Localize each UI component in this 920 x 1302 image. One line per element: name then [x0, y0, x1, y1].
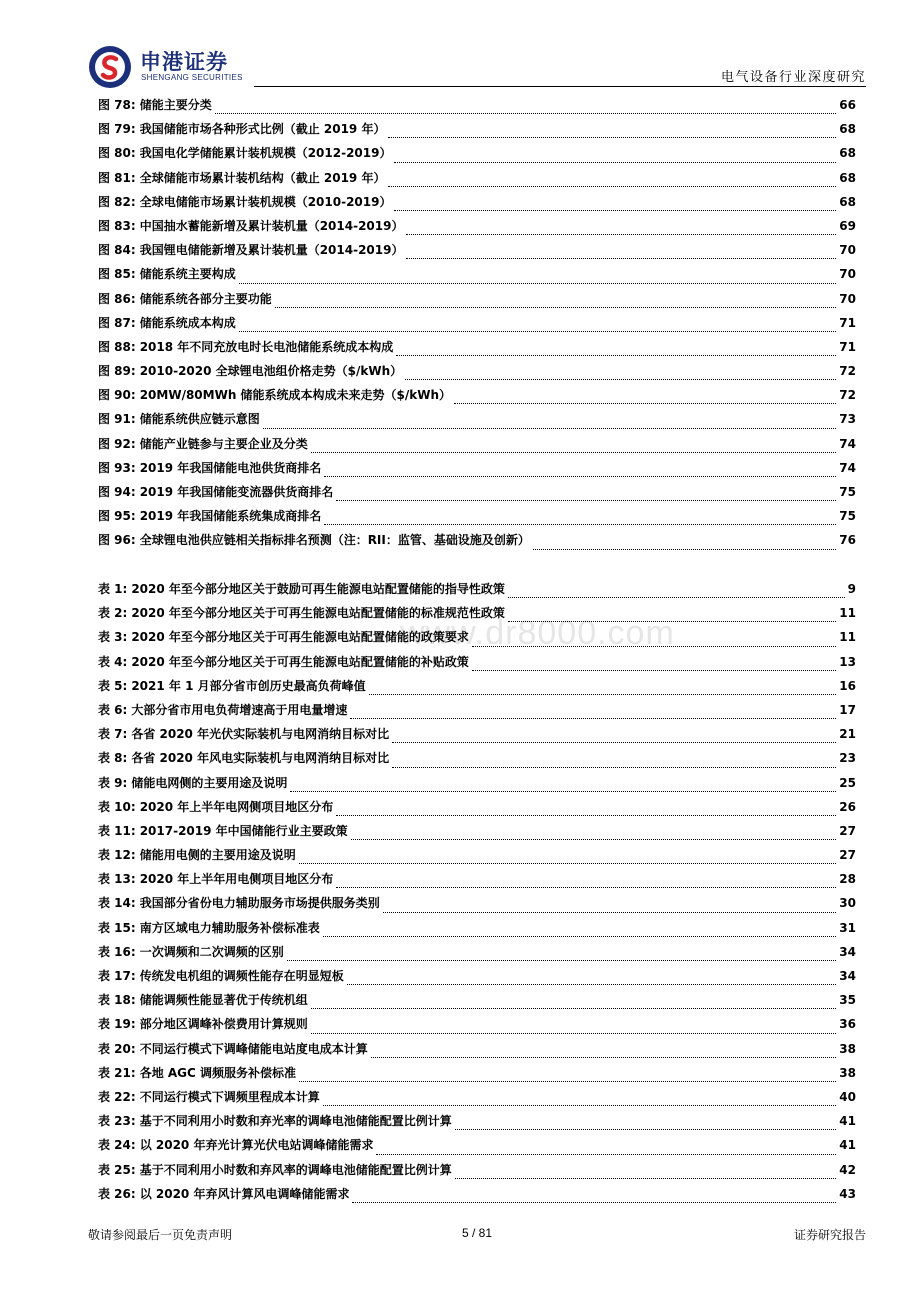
- entry-page-number: 75: [839, 485, 856, 499]
- entry-label: 图 95:: [98, 509, 136, 524]
- entry-title: 全球储能市场累计装机结构（截止 2019 年）: [139, 170, 386, 185]
- entry-title: 大部分省市用电负荷增速高于用电量增速: [131, 702, 348, 717]
- figure-entry[interactable]: [98, 507, 856, 531]
- entry-label: 表 5:: [98, 678, 128, 693]
- entry-page-number: 75: [839, 509, 856, 524]
- entry-label: 图 78:: [98, 98, 136, 112]
- table-entry[interactable]: [98, 894, 856, 918]
- table-entry[interactable]: [98, 1136, 856, 1160]
- entry-page-number: 70: [839, 243, 856, 258]
- entry-label: 图 90:: [98, 388, 136, 403]
- entry-page-number: 38: [839, 1065, 856, 1080]
- entry-label: 图 84:: [98, 243, 136, 258]
- figure-entry[interactable]: [98, 193, 856, 217]
- dot-leader: [392, 725, 836, 749]
- figure-entry[interactable]: [98, 362, 856, 386]
- report-category-title: 电气设备行业深度研究: [720, 70, 866, 85]
- entry-label: 表 15:: [98, 920, 136, 935]
- dot-leader: [323, 919, 837, 943]
- entry-title: 不同运行模式下调峰储能电站度电成本计算: [139, 1041, 368, 1056]
- entry-page-number: 11: [839, 630, 856, 645]
- table-entry[interactable]: [98, 653, 856, 677]
- entry-label: 表 3:: [98, 630, 128, 645]
- entry-label: 表 26:: [98, 1186, 136, 1201]
- figure-entry[interactable]: [98, 241, 856, 265]
- entry-page-number: 68: [839, 170, 856, 185]
- table-entry[interactable]: [98, 1161, 856, 1185]
- brand-name-cn: 申港证券: [140, 50, 228, 74]
- entry-label: 图 85:: [98, 267, 136, 282]
- entry-page-number: 34: [839, 969, 856, 983]
- dot-leader: [336, 483, 836, 507]
- dot-leader: [352, 1185, 836, 1209]
- entry-page-number: 35: [839, 993, 856, 1008]
- dot-leader: [299, 1064, 836, 1088]
- entry-page-number: 27: [839, 848, 856, 863]
- entry-label: 图 82:: [98, 194, 136, 209]
- entry-label: 表 11:: [98, 823, 136, 838]
- dot-leader: [324, 459, 836, 483]
- entry-title: 以 2020 年弃光计算光伏电站调峰储能需求: [139, 1138, 374, 1153]
- dot-leader: [311, 1015, 837, 1039]
- entry-title: 中国抽水蓄能新增及累计装机量（2014-2019）: [139, 218, 404, 233]
- entry-label: 表 22:: [98, 1089, 136, 1104]
- entry-title: 2020 年至今部分地区关于鼓励可再生能源电站配置储能的指导性政策: [131, 582, 505, 596]
- entry-title: 储能用电侧的主要用途及说明: [139, 848, 296, 863]
- entry-label: 表 21:: [98, 1065, 136, 1080]
- entry-title: 2019 年我国储能变流器供货商排名: [139, 485, 334, 499]
- entry-page-number: 68: [839, 194, 856, 209]
- dot-leader: [299, 846, 837, 870]
- dot-leader: [388, 169, 836, 193]
- entry-page-number: 11: [839, 606, 856, 621]
- entry-title: 部分地区调峰补偿费用计算规则: [139, 1017, 308, 1032]
- dot-leader: [347, 967, 837, 991]
- table-entry[interactable]: [98, 1088, 856, 1112]
- table-entry[interactable]: [98, 1064, 856, 1088]
- dot-leader: [383, 894, 837, 918]
- dot-leader: [388, 120, 836, 144]
- entry-label: 图 89:: [98, 364, 136, 379]
- entry-page-number: 27: [839, 823, 856, 838]
- dot-leader: [350, 701, 836, 725]
- entry-page-number: 68: [839, 146, 856, 161]
- entry-label: 表 1:: [98, 582, 128, 596]
- entry-label: 表 13:: [98, 872, 136, 887]
- dot-leader: [290, 774, 836, 798]
- entry-label: 表 23:: [98, 1114, 136, 1129]
- shengang-logo-icon: [88, 45, 132, 89]
- entry-label: 图 93:: [98, 460, 136, 475]
- entry-label: 表 19:: [98, 1017, 136, 1032]
- page-header: [88, 40, 866, 90]
- dot-leader: [239, 314, 837, 338]
- entry-page-number: 25: [839, 775, 856, 790]
- table-entry[interactable]: [98, 967, 856, 991]
- table-entry[interactable]: [98, 1112, 856, 1136]
- table-entry[interactable]: [98, 1015, 856, 1039]
- table-entry[interactable]: [98, 943, 856, 967]
- entry-page-number: 74: [839, 436, 856, 451]
- dot-leader: [239, 265, 837, 289]
- table-entry[interactable]: [98, 798, 856, 822]
- watermark: www.dr8000.com: [400, 614, 675, 652]
- entry-label: 表 4:: [98, 654, 128, 669]
- entry-page-number: 9: [847, 582, 856, 596]
- table-entry[interactable]: [98, 774, 856, 798]
- entry-title: 储能系统各部分主要功能: [139, 291, 272, 306]
- entry-page-number: 43: [839, 1186, 856, 1201]
- entry-page-number: 42: [839, 1162, 856, 1177]
- dot-leader: [472, 628, 836, 652]
- entry-title: 一次调频和二次调频的区别: [139, 944, 284, 959]
- entry-label: 表 2:: [98, 606, 128, 621]
- dot-leader: [392, 749, 836, 773]
- table-entry[interactable]: [98, 701, 856, 725]
- dot-leader: [287, 943, 837, 967]
- table-entry[interactable]: [98, 919, 856, 943]
- entry-title: 储能产业链参与主要企业及分类: [139, 436, 308, 451]
- dot-leader: [406, 241, 836, 265]
- dot-leader: [455, 1161, 837, 1185]
- entry-label: 表 14:: [98, 896, 136, 911]
- dot-leader: [394, 193, 836, 217]
- dot-leader: [454, 386, 836, 410]
- entry-label: 表 16:: [98, 944, 136, 959]
- entry-label: 表 9:: [98, 775, 128, 790]
- dot-leader: [323, 1088, 837, 1112]
- entry-title: 储能电网侧的主要用途及说明: [131, 775, 288, 790]
- figure-entry[interactable]: [98, 217, 856, 241]
- entry-title: 不同运行模式下调频里程成本计算: [139, 1089, 320, 1104]
- entry-label: 表 8:: [98, 751, 128, 766]
- entry-title: 2017-2019 年中国储能行业主要政策: [139, 823, 348, 838]
- entry-label: 表 24:: [98, 1138, 136, 1153]
- table-list: [98, 580, 856, 1209]
- figure-entry[interactable]: [98, 459, 856, 483]
- dot-leader: [263, 410, 837, 434]
- table-entry[interactable]: [98, 870, 856, 894]
- entry-label: 表 18:: [98, 993, 136, 1008]
- entry-label: 图 92:: [98, 436, 136, 451]
- entry-page-number: 38: [839, 1041, 856, 1056]
- entry-label: 图 86:: [98, 291, 136, 306]
- table-entry[interactable]: [98, 725, 856, 749]
- dot-leader: [369, 677, 837, 701]
- table-entry[interactable]: [98, 1040, 856, 1064]
- entry-label: 表 7:: [98, 727, 128, 742]
- figure-entry[interactable]: [98, 144, 856, 168]
- disclaimer-note: 敬请参阅最后一页免责声明: [88, 1228, 233, 1242]
- entry-title: 储能系统供应链示意图: [139, 412, 260, 427]
- entry-title: 2021 年 1 月部分省市创历史最高负荷峰值: [131, 678, 366, 693]
- entry-title: 各省 2020 年风电实际装机与电网消纳目标对比: [131, 751, 390, 766]
- entry-label: 表 25:: [98, 1162, 136, 1177]
- entry-page-number: 73: [839, 412, 856, 427]
- dot-leader: [455, 1112, 837, 1136]
- dot-leader: [336, 798, 836, 822]
- figure-entry[interactable]: [98, 265, 856, 289]
- dot-leader: [472, 653, 836, 677]
- entry-page-number: 16: [839, 678, 856, 693]
- entry-page-number: 21: [839, 727, 856, 742]
- entry-label: 表 17:: [98, 969, 136, 983]
- entry-page-number: 71: [839, 315, 856, 330]
- table-entry[interactable]: [98, 846, 856, 870]
- table-entry[interactable]: [98, 677, 856, 701]
- dot-leader: [376, 1136, 836, 1160]
- entry-page-number: 68: [839, 122, 856, 137]
- entry-page-number: 72: [839, 364, 856, 379]
- table-entry[interactable]: [98, 628, 856, 652]
- entry-title: 储能调频性能显著优于传统机组: [139, 993, 308, 1008]
- dot-leader: [508, 604, 836, 628]
- entry-label: 表 10:: [98, 799, 136, 814]
- entry-title: 全球电储能市场累计装机规模（2010-2019）: [139, 194, 392, 209]
- entry-title: 我国储能市场各种形式比例（截止 2019 年）: [139, 122, 386, 137]
- table-entry[interactable]: [98, 822, 856, 846]
- entry-page-number: 69: [839, 218, 856, 233]
- figure-entry[interactable]: [98, 410, 856, 434]
- table-entry[interactable]: [98, 991, 856, 1015]
- entry-title: 南方区域电力辅助服务补偿标准表: [139, 920, 320, 935]
- entry-page-number: 72: [839, 388, 856, 403]
- entry-title: 全球锂电池供应链相关指标排名预测（注：RII：监管、基础设施及创新）: [139, 533, 530, 548]
- entry-page-number: 36: [839, 1017, 856, 1032]
- dot-leader: [406, 217, 836, 241]
- figure-entry[interactable]: [98, 531, 856, 555]
- entry-label: 图 79:: [98, 122, 136, 137]
- entry-title: 我国锂电储能新增及累计装机量（2014-2019）: [139, 243, 404, 258]
- entry-page-number: 71: [839, 339, 856, 354]
- figure-entry[interactable]: [98, 338, 856, 362]
- figure-list: [98, 96, 856, 556]
- dot-leader: [396, 338, 836, 362]
- entry-page-number: 70: [839, 267, 856, 282]
- figure-entry[interactable]: [98, 483, 856, 507]
- entry-title: 2018 年不同充放电时长电池储能系统成本构成: [139, 339, 394, 354]
- figure-entry[interactable]: [98, 435, 856, 459]
- entry-title: 我国部分省份电力辅助服务市场提供服务类别: [139, 896, 380, 911]
- entry-title: 我国电化学储能累计装机规模（2012-2019）: [139, 146, 392, 161]
- entry-label: 图 91:: [98, 412, 136, 427]
- dot-leader: [508, 580, 845, 604]
- entry-page-number: 17: [839, 702, 856, 717]
- table-entry[interactable]: [98, 749, 856, 773]
- entry-page-number: 34: [839, 944, 856, 959]
- table-entry[interactable]: [98, 580, 856, 604]
- entry-page-number: 41: [839, 1114, 856, 1129]
- entry-page-number: 26: [839, 799, 856, 814]
- figure-entry[interactable]: [98, 314, 856, 338]
- figure-entry[interactable]: [98, 120, 856, 144]
- entry-page-number: 40: [839, 1089, 856, 1104]
- entry-page-number: 13: [839, 654, 856, 669]
- entry-title: 基于不同利用小时数和弃光率的调峰电池储能配置比例计算: [139, 1114, 452, 1129]
- dot-leader: [405, 362, 836, 386]
- entry-title: 2010-2020 全球锂电池组价格走势（$/kWh）: [139, 364, 403, 379]
- dot-leader: [275, 290, 837, 314]
- entry-label: 图 83:: [98, 218, 136, 233]
- entry-page-number: 23: [839, 751, 856, 766]
- dot-leader: [324, 507, 836, 531]
- page-footer: [88, 1226, 866, 1246]
- figure-entry[interactable]: [98, 169, 856, 193]
- entry-label: 表 6:: [98, 702, 128, 717]
- entry-title: 2020 年至今部分地区关于可再生能源电站配置储能的政策要求: [131, 630, 469, 645]
- dot-leader: [215, 96, 837, 120]
- header-divider: [254, 86, 866, 87]
- entry-page-number: 41: [839, 1138, 856, 1153]
- dot-leader: [351, 822, 837, 846]
- entry-title: 储能主要分类: [139, 98, 212, 112]
- entry-label: 图 96:: [98, 533, 136, 548]
- dot-leader: [311, 991, 837, 1015]
- entry-title: 以 2020 年弃风计算风电调峰储能需求: [139, 1186, 350, 1201]
- brand-name-en: SHENGANG SECURITIES: [141, 73, 243, 82]
- table-entry[interactable]: [98, 604, 856, 628]
- entry-label: 表 12:: [98, 848, 136, 863]
- entry-label: 图 88:: [98, 339, 136, 354]
- entry-title: 传统发电机组的调频性能存在明显短板: [139, 969, 344, 983]
- dot-leader: [371, 1040, 837, 1064]
- entry-title: 储能系统主要构成: [139, 267, 236, 282]
- entry-title: 各省 2020 年光伏实际装机与电网消纳目标对比: [131, 727, 390, 742]
- entry-title: 2020 年上半年电网侧项目地区分布: [139, 799, 334, 814]
- figure-entry[interactable]: [98, 386, 856, 410]
- entry-title: 2020 年上半年用电侧项目地区分布: [139, 872, 334, 887]
- entry-title: 基于不同利用小时数和弃风率的调峰电池储能配置比例计算: [139, 1162, 452, 1177]
- entry-page-number: 76: [839, 533, 856, 548]
- entry-page-number: 28: [839, 872, 856, 887]
- dot-leader: [336, 870, 836, 894]
- entry-page-number: 30: [839, 896, 856, 911]
- entry-title: 各地 AGC 调频服务补偿标准: [139, 1065, 296, 1080]
- entry-label: 表 20:: [98, 1041, 136, 1056]
- dot-leader: [394, 144, 836, 168]
- entry-label: 图 81:: [98, 170, 136, 185]
- entry-title: 2019 年我国储能电池供货商排名: [139, 460, 322, 475]
- entry-title: 2020 年至今部分地区关于可再生能源电站配置储能的标准规范性政策: [131, 606, 505, 621]
- entry-page-number: 74: [839, 460, 856, 475]
- entry-page-number: 66: [839, 98, 856, 112]
- entry-title: 2019 年我国储能系统集成商排名: [139, 509, 322, 524]
- table-entry[interactable]: [98, 1185, 856, 1209]
- dot-leader: [533, 531, 836, 555]
- entry-title: 2020 年至今部分地区关于可再生能源电站配置储能的补贴政策: [131, 654, 469, 669]
- entry-label: 图 87:: [98, 315, 136, 330]
- report-type: 证券研究报告: [793, 1228, 866, 1242]
- figure-entry[interactable]: [98, 96, 856, 120]
- entry-label: 图 80:: [98, 146, 136, 161]
- entry-page-number: 31: [839, 920, 856, 935]
- page-number: 5 / 81: [461, 1226, 493, 1240]
- figure-entry[interactable]: [98, 290, 856, 314]
- dot-leader: [311, 435, 837, 459]
- entry-page-number: 70: [839, 291, 856, 306]
- entry-title: 20MW/80MWh 储能系统成本构成未来走势（$/kWh）: [139, 388, 452, 403]
- entry-label: 图 94:: [98, 485, 136, 499]
- entry-title: 储能系统成本构成: [139, 315, 236, 330]
